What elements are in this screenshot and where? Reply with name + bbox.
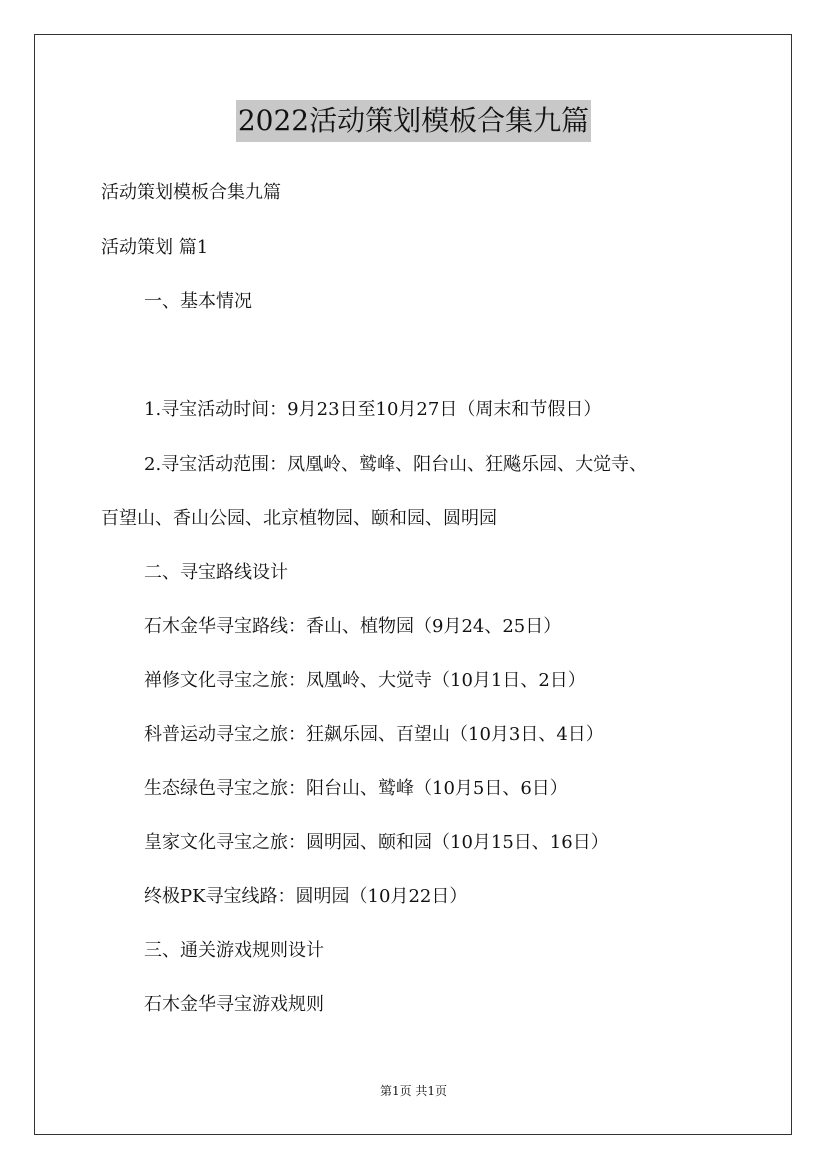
paragraph-range: 2.寻宝活动范围：凤凰岭、鹫峰、阳台山、狂飚乐园、大觉寺、 (144, 454, 648, 475)
route-item: 禅修文化寻宝之旅：凤凰岭、大觉寺（10月1日、2日） (144, 670, 586, 691)
document-title: 2022活动策划模板合集九篇 (236, 100, 591, 142)
paragraph-game-rules: 石木金华寻宝游戏规则 (144, 994, 324, 1015)
heading-basic-info: 一、基本情况 (144, 291, 252, 312)
route-item: 皇家文化寻宝之旅：圆明园、颐和园（10月15日、16日） (144, 832, 609, 853)
route-item: 终极PK寻宝线路：圆明园（10月22日） (144, 886, 468, 907)
route-item: 科普运动寻宝之旅：狂飙乐园、百望山（10月3日、4日） (144, 724, 604, 745)
title-container (0, 100, 827, 142)
page-footer: 第1页 共1页 (379, 1084, 448, 1098)
heading-game-rules: 三、通关游戏规则设计 (144, 940, 324, 961)
paragraph-time: 1.寻宝活动时间：9月23日至10月27日（周末和节假日） (144, 399, 602, 420)
route-item: 石木金华寻宝路线：香山、植物园（9月24、25日） (144, 616, 562, 637)
subtitle-line: 活动策划模板合集九篇 (101, 182, 281, 203)
paragraph-range-cont: 百望山、香山公园、北京植物园、颐和园、圆明园 (101, 508, 497, 529)
section-heading: 活动策划 篇1 (101, 237, 209, 258)
route-item: 生态绿色寻宝之旅：阳台山、鹫峰（10月5日、6日） (144, 778, 568, 799)
heading-route-design: 二、寻宝路线设计 (144, 562, 288, 583)
